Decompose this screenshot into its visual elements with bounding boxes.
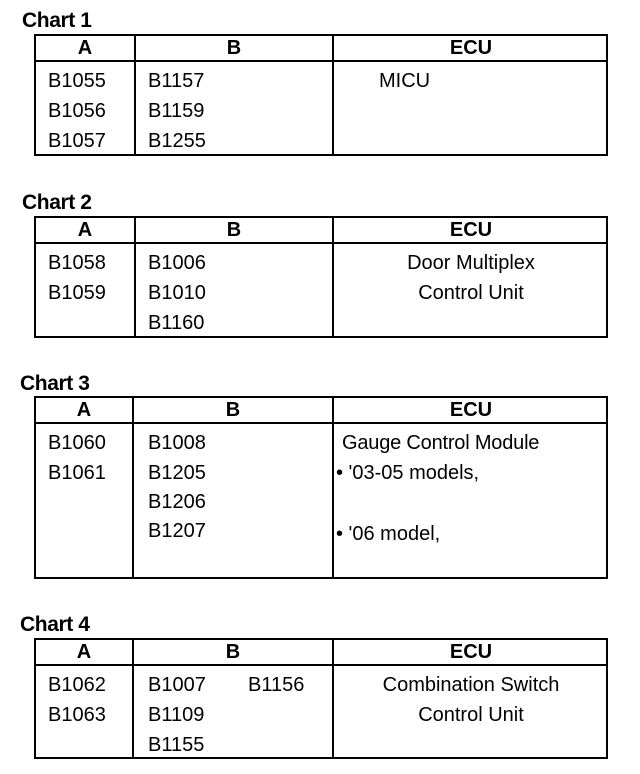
column-header-a: A: [77, 37, 93, 59]
column-header-b: B: [225, 399, 241, 421]
code-b: B1205: [148, 462, 206, 484]
chart-4-title: Chart 4: [20, 613, 90, 636]
ecu-name: Control Unit: [418, 282, 524, 304]
code-b: B1007: [148, 674, 206, 696]
column-header-ecu: ECU: [449, 219, 493, 241]
column-header-a: A: [76, 641, 92, 663]
chart-2-table: [34, 216, 608, 338]
code-b: B1010: [148, 282, 206, 304]
code-a: B1058: [48, 252, 106, 274]
column-header-ecu: ECU: [449, 641, 493, 663]
code-b: B1157: [148, 70, 205, 92]
code-b: B1008: [148, 432, 206, 454]
code-b: B1206: [148, 491, 206, 513]
ecu-note: • '03-05 models,: [336, 462, 480, 484]
code-a: B1060: [48, 432, 106, 454]
chart-3-title: Chart 3: [20, 372, 90, 395]
column-header-a: A: [76, 399, 92, 421]
code-b: B1155: [148, 734, 205, 756]
ecu-note: • '06 model,: [336, 523, 441, 545]
ecu-name: Control Unit: [418, 704, 524, 726]
column-header-ecu: ECU: [449, 399, 493, 421]
ecu-name: Door Multiplex: [407, 252, 535, 274]
chart-4-table: [34, 638, 608, 759]
ecu-name: Combination Switch: [382, 674, 560, 696]
chart-2-title: Chart 2: [22, 191, 92, 214]
code-b: B1160: [148, 312, 205, 334]
column-header-b: B: [225, 641, 241, 663]
code-a: B1061: [48, 462, 106, 484]
chart-1-table: [34, 34, 608, 156]
ecu-name: MICU: [379, 70, 431, 92]
chart-1-title: Chart 1: [22, 9, 92, 32]
code-b: B1109: [148, 704, 205, 726]
column-header-a: A: [77, 219, 93, 241]
chart-3-table: [34, 396, 608, 579]
column-header-ecu: ECU: [449, 37, 493, 59]
code-a: B1056: [48, 100, 106, 122]
ecu-name: Gauge Control Module: [342, 432, 540, 454]
code-a: B1059: [48, 282, 106, 304]
code-a: B1055: [48, 70, 106, 92]
code-a: B1057: [48, 130, 106, 152]
code-b: B1159: [148, 100, 205, 122]
code-a: B1063: [48, 704, 106, 726]
column-header-b: B: [226, 37, 242, 59]
code-b: B1156: [248, 674, 305, 696]
code-b: B1255: [148, 130, 206, 152]
code-b: B1207: [148, 520, 206, 542]
column-header-b: B: [226, 219, 242, 241]
code-a: B1062: [48, 674, 106, 696]
code-b: B1006: [148, 252, 206, 274]
